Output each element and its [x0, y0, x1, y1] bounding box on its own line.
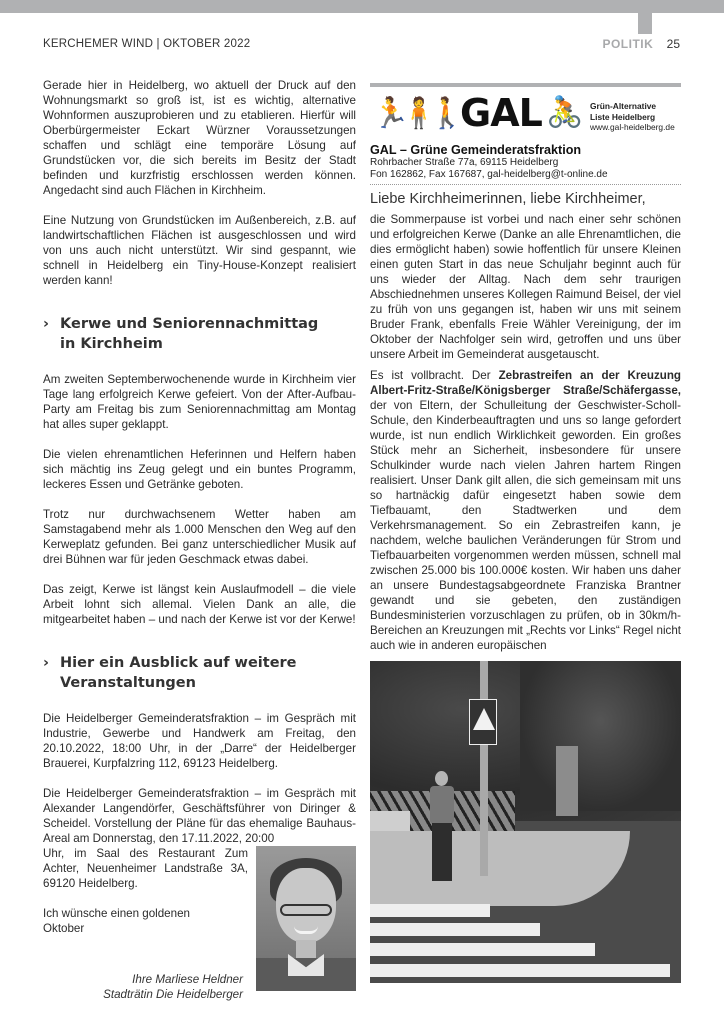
zebra-crossing-photo: [370, 661, 681, 983]
zebra-crossing-highlight: Zebrastreifen an der Kreuzung Albert-Fritz-Straße/Königsberger Straße/Schäfergasse,: [370, 369, 681, 397]
glasses-shape: [280, 904, 332, 916]
section-tab-marker: [638, 13, 652, 34]
closing-line: Ich wünsche einen goldenen Oktober: [43, 907, 190, 935]
page-number: 25: [666, 37, 680, 51]
heading-line-2: Veranstaltungen: [60, 675, 196, 691]
gal-paragraph-1: die Sommerpause ist vorbei und nach einer sehr schönen und erfolgreichen Kerwe (Danke an alle Ehrenamtlichen, die dies ermöglicht haben) sowie hoffentlich für unsere Kleinen einen guten Start in das neue Schuljahr beginnt auch für uns wieder der Alltag. Nach dem sehr traurigen Abschiednehmen unseres Kollegen Raimund Beisel, der viel zu früh von uns gegangen ist, haben wir uns mit seinem Bruder Frank, ebenfalls Freie Wähler Vereinigung, der im Oktober der Nachfolger sein wird, getroffen und uns über unsere Arbeit im Gemeinderat ausgetauscht.: [370, 213, 681, 361]
chevron-right-icon: ›: [43, 655, 49, 671]
trumpet-figure-icon: 🚶: [428, 96, 466, 131]
dotted-divider: [370, 184, 681, 185]
heading-line-1: Hier ein Ausblick auf weitere: [60, 655, 297, 671]
section-heading-events: [43, 653, 356, 693]
gal-top-bar: [370, 83, 681, 87]
gal-contact: Fon 162862, Fax 167687, gal-heidelberg@t-online.de: [370, 169, 608, 180]
kerwe-paragraph-3: Trotz nur durchwachsenem Wetter haben am Samstagabend mehr als 1.000 Menschen den Weg auf den Kerweplatz gefunden. Bei ganz unterschiedlicher Musik auf drei Bühnen war für jeden Geschmack etwas dabei.: [43, 508, 356, 566]
paragraph-2-rest: der von Eltern, der Schulleitung der Geschwister-Scholl-Schule, den Kinderbeauftragten und uns so lange gefordert wurde, ist nun endlich Wirklichkeit geworden. Ein großes Stück mehr an Sicherheit, insbesondere für unsere Schulkinder wurde nach vielen Jahren hartem Ringen realisiert. Unser Dank gilt allen, die sich gemeinsam mit uns so hartnäckig dafür eingesetzt haben sowie dem Tiefbauamt, den Stadtwerken und dem Verkehrsmanagement. So ein Zebrastreifen kann, je nachdem, welche baulichen Veränderungen für Strom und Tiefbauarbeiten vorgenommen werden müssen, schnell mal zwischen 25.000 bis 100.000€ kosten. Wir haben uns daher an unsere Bundestagsabgeordnete Franziska Brantner gewandt und sie gebeten, den zuständigen Bundesministerien vorzuschlagen zu prüfen, ob in 30km/h-Bereichen an Kreuzungen mit „Rechts vor Links“ Regel nicht auch wie in anderen europäischen: [370, 399, 681, 652]
bicycle-icon: 🚴: [546, 95, 584, 130]
figure-icon: 🧍: [400, 96, 438, 131]
chevron-right-icon: ›: [43, 316, 49, 332]
kerwe-paragraph-1: Am zweiten Septemberwochenende wurde in Kirchheim vier Tage lang erfolgreich Kerwe gefeiert. Von der After-Aufbau-Party am Freitag bis zum Seniorennachmittag am Montag hat alles super geklappt.: [43, 373, 356, 431]
running-figure-icon: 🏃: [372, 96, 410, 131]
section-label: POLITIK: [602, 37, 654, 51]
sign-pole: [480, 661, 488, 876]
kerwe-paragraph-2: Die vielen ehrenamtlichen Heferinnen und Helfern haben sich mächtig ins Zeug gelegt und ein buntes Programm, leckeres Essen und Getränke geboten.: [43, 448, 356, 491]
gal-wordmark: GAL: [460, 91, 542, 135]
greeting: Liebe Kirchheimerinnen, liebe Kirchheimer,: [370, 191, 646, 207]
paragraph-2-start: Es ist vollbracht. Der: [370, 369, 499, 382]
gal-faction-name: GAL – Grüne Gemeinderatsfraktion: [370, 143, 582, 157]
intro-paragraph-2: Eine Nutzung von Grundstücken im Außenbereich, z.B. auf landwirtschaftlichen Flächen ist ausgeschlossen und wird von uns auch nicht unterstützt. Wir sind gespannt, wie schnell in Heidelberg ein Tiny-House-Konzept realisiert werden kann!: [43, 214, 356, 287]
heading-line-1: Kerwe und Seniorennachmittag: [60, 316, 319, 332]
event-paragraph-2: Die Heidelberger Gemeinderatsfraktion – im Gespräch mit Alexander Langendörfer, Geschäftsführer von Diringer & Scheidel. Vorstellung der Pläne für das ehemalige Bauhaus-Areal am Donnerstag, den 17.11.2022, 20:00: [43, 787, 356, 845]
gal-address: Rohrbacher Straße 77a, 69115 Heidelberg: [370, 157, 559, 168]
gal-side-line-1: Grün-Alternative: [590, 101, 657, 111]
intro-paragraph-1: Gerade hier in Heidelberg, wo aktuell der Druck auf den Wohnungsmarkt so groß ist, ist es wichtig, alternative Wohnformen auszuprobieren und zu etablieren. Hierfür will Oberbürgermeister Eckart Würzner Voraussetzungen schaffen und schlägt eine temporäre Lösung auf Grundstücken vor, die sich bereits im Besitz der Stadt befinden und kurzfristig erschlossen werden können. Angedacht sind auch Flächen in Kirchheim.: [43, 79, 356, 197]
section-heading-kerwe: [43, 314, 356, 354]
right-column: [370, 83, 681, 653]
section-header: [602, 37, 680, 51]
event-paragraph-1: Die Heidelberger Gemeinderatsfraktion – im Gespräch mit Industrie, Gewerbe und Handwerk am Freitag, den 20.10.2022, 18:00 Uhr, in der „Darre“ der Heidelberger Brauerei, Kurpfalzring 112, 69123 Heidelberg.: [43, 712, 356, 770]
top-decorative-bar: [0, 0, 724, 13]
portrait-photo: [256, 846, 356, 991]
left-column: [43, 78, 356, 1001]
signature-name: Ihre Marliese Heldner: [132, 973, 243, 986]
publication-header: KERCHEMER WIND | OKTOBER 2022: [43, 38, 251, 50]
pedestrian-crossing-sign-icon: [469, 699, 497, 745]
kerwe-paragraph-4: Das zeigt, Kerwe ist längst kein Auslaufmodell – die viele Arbeit lohnt sich allemal. Vielen Dank an alle, die mitgearbeitet haben – und nach der Kerwe ist vor der Kerwe!: [43, 583, 356, 626]
signature-role: Stadträtin Die Heidelberger: [103, 988, 243, 1001]
gal-website-link[interactable]: www.gal-heidelberg.de: [590, 122, 675, 132]
heading-line-2: in Kirchheim: [60, 336, 163, 352]
gal-side-text: [590, 101, 675, 133]
gal-paragraph-2: [370, 368, 681, 653]
person-figure: [428, 771, 454, 883]
event-paragraph-2-continued: Uhr, im Saal des Restaurant Zum Achter, Neuenheimer Landstraße 3A, 69120 Heidelberg.: [43, 847, 248, 890]
gal-side-line-2: Liste Heidelberg: [590, 111, 656, 122]
wrapped-text-with-portrait: [43, 846, 356, 1001]
gal-logo: [370, 91, 681, 137]
advertising-column: [556, 746, 578, 816]
